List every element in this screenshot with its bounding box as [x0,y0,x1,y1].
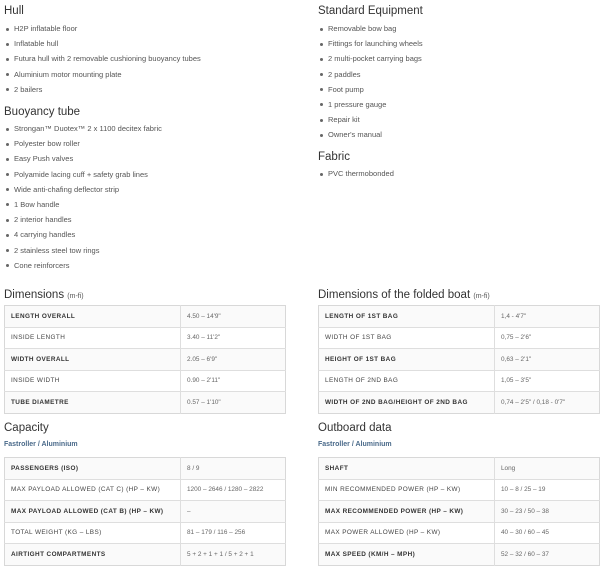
spec-label: HEIGHT OF 1ST BAG [319,349,495,371]
table-row [5,327,286,349]
folded-dimensions-title [318,289,490,301]
table-row [5,349,286,371]
list-item: 1 Bow handle [4,197,286,212]
outboard-table [318,457,600,566]
buoyancy-section [4,106,286,273]
table-row [5,544,286,566]
spec-value: 1,05 – 3'5" [495,370,600,392]
spec-label: LENGTH OVERALL [5,306,181,328]
spec-label: PASSENGERS (ISO) [5,458,181,480]
buoyancy-list [4,121,286,273]
dimensions-unit: (m-fi) [67,293,84,300]
capacity-subtitle: Fastroller / Aluminium [4,441,78,448]
spec-value: Long [495,458,600,480]
table-row [5,370,286,392]
folded-dimensions-table [318,305,600,414]
spec-label: MAX POWER ALLOWED (HP – KW) [319,522,495,544]
hull-list [4,21,286,97]
spec-value: 3.40 – 11'2" [181,327,286,349]
spec-value: 52 – 32 / 60 – 37 [495,544,600,566]
buoyancy-title: Buoyancy tube [4,106,81,118]
spec-value: 0,63 – 2'1" [495,349,600,371]
spec-label: MAX PAYLOAD ALLOWED (CAT B) (HP – KW) [5,501,181,523]
hull-section [4,5,286,97]
dimensions-table [4,305,286,414]
dimensions-title [4,289,84,301]
list-item: Fittings for launching wheels [318,36,600,51]
table-row [5,306,286,328]
spec-label: TUBE DIAMETRE [5,392,181,414]
list-item: Cone reinforcers [4,258,286,273]
spec-value: 2.05 – 6'9" [181,349,286,371]
list-item: 1 pressure gauge [318,97,600,112]
list-item: Futura hull with 2 removable cushioning buoyancy tubes [4,51,286,66]
table-row [319,458,600,480]
list-item: 2 interior handles [4,212,286,227]
standard-equipment-list [318,21,600,143]
spec-label: MIN RECOMMENDED POWER (HP – KW) [319,479,495,501]
fabric-list [318,166,600,181]
spec-label: WIDTH OF 1ST BAG [319,327,495,349]
table-row [319,370,600,392]
list-item: H2P inflatable floor [4,21,286,36]
table-row [319,501,600,523]
spec-value: 10 – 8 / 25 – 19 [495,479,600,501]
spec-value: 8 / 9 [181,458,286,480]
spec-label: INSIDE WIDTH [5,370,181,392]
list-item: Foot pump [318,82,600,97]
spec-value: 0,75 – 2'6" [495,327,600,349]
spec-value: 5 + 2 + 1 + 1 / 5 + 2 + 1 [181,544,286,566]
spec-value: 40 – 30 / 60 – 45 [495,522,600,544]
spec-label: AIRTIGHT COMPARTMENTS [5,544,181,566]
list-item: PVC thermobonded [318,166,600,181]
list-item: Inflatable hull [4,36,286,51]
capacity-table [4,457,286,566]
table-row [319,306,600,328]
outboard-subtitle: Fastroller / Aluminium [318,441,392,448]
spec-label: INSIDE LENGTH [5,327,181,349]
list-item: Polyamide lacing cuff + safety grab lines [4,167,286,182]
table-row [319,349,600,371]
folded-unit: (m-fi) [473,293,490,300]
list-item: Aluminium motor mounting plate [4,67,286,82]
list-item: 2 bailers [4,82,286,97]
hull-title: Hull [4,5,24,17]
spec-value: – [181,501,286,523]
list-item: 2 multi-pocket carrying bags [318,51,600,66]
spec-label: WIDTH OVERALL [5,349,181,371]
list-item: 2 paddles [318,67,600,82]
spec-label: WIDTH OF 2ND BAG/HEIGHT OF 2ND BAG [319,392,495,414]
standard-equipment-title: Standard Equipment [318,5,423,17]
list-item: Owner's manual [318,127,600,142]
folded-title-text: Dimensions of the folded boat [318,289,471,301]
table-row [319,479,600,501]
spec-value: 1200 – 2646 / 1280 – 2822 [181,479,286,501]
list-item: 4 carrying handles [4,227,286,242]
table-row [319,327,600,349]
dimensions-title-text: Dimensions [4,289,65,301]
spec-value: 30 – 23 / 50 – 38 [495,501,600,523]
spec-label: SHAFT [319,458,495,480]
outboard-title: Outboard data [318,422,392,434]
table-row [319,392,600,414]
fabric-section [318,151,600,181]
table-row [5,479,286,501]
spec-value: 1,4 - 4'7" [495,306,600,328]
table-row [5,522,286,544]
spec-label: MAX RECOMMENDED POWER (HP – KW) [319,501,495,523]
list-item: Easy Push valves [4,151,286,166]
table-row [319,522,600,544]
spec-value: 81 – 179 / 116 – 256 [181,522,286,544]
list-item: Repair kit [318,112,600,127]
spec-label: TOTAL WEIGHT (KG – LBS) [5,522,181,544]
list-item: Removable bow bag [318,21,600,36]
spec-label: LENGTH OF 2ND BAG [319,370,495,392]
capacity-title: Capacity [4,422,49,434]
list-item: Polyester bow roller [4,136,286,151]
spec-label: LENGTH OF 1ST BAG [319,306,495,328]
spec-value: 0,74 – 2'5" / 0,18 - 0'7" [495,392,600,414]
table-row [5,501,286,523]
table-row [5,392,286,414]
spec-label: MAX PAYLOAD ALLOWED (CAT C) (HP – KW) [5,479,181,501]
list-item: Strongan™ Duotex™ 2 x 1100 decitex fabric [4,121,286,136]
table-row [5,458,286,480]
spec-value: 0.57 – 1'10" [181,392,286,414]
spec-label: MAX SPEED (KM/H – MPH) [319,544,495,566]
spec-value: 0.90 – 2'11" [181,370,286,392]
list-item: 2 stainless steel tow rings [4,243,286,258]
spec-value: 4.50 – 14'9" [181,306,286,328]
table-row [319,544,600,566]
fabric-title: Fabric [318,151,350,163]
standard-equipment-section [318,5,600,143]
list-item: Wide anti-chafing deflector strip [4,182,286,197]
